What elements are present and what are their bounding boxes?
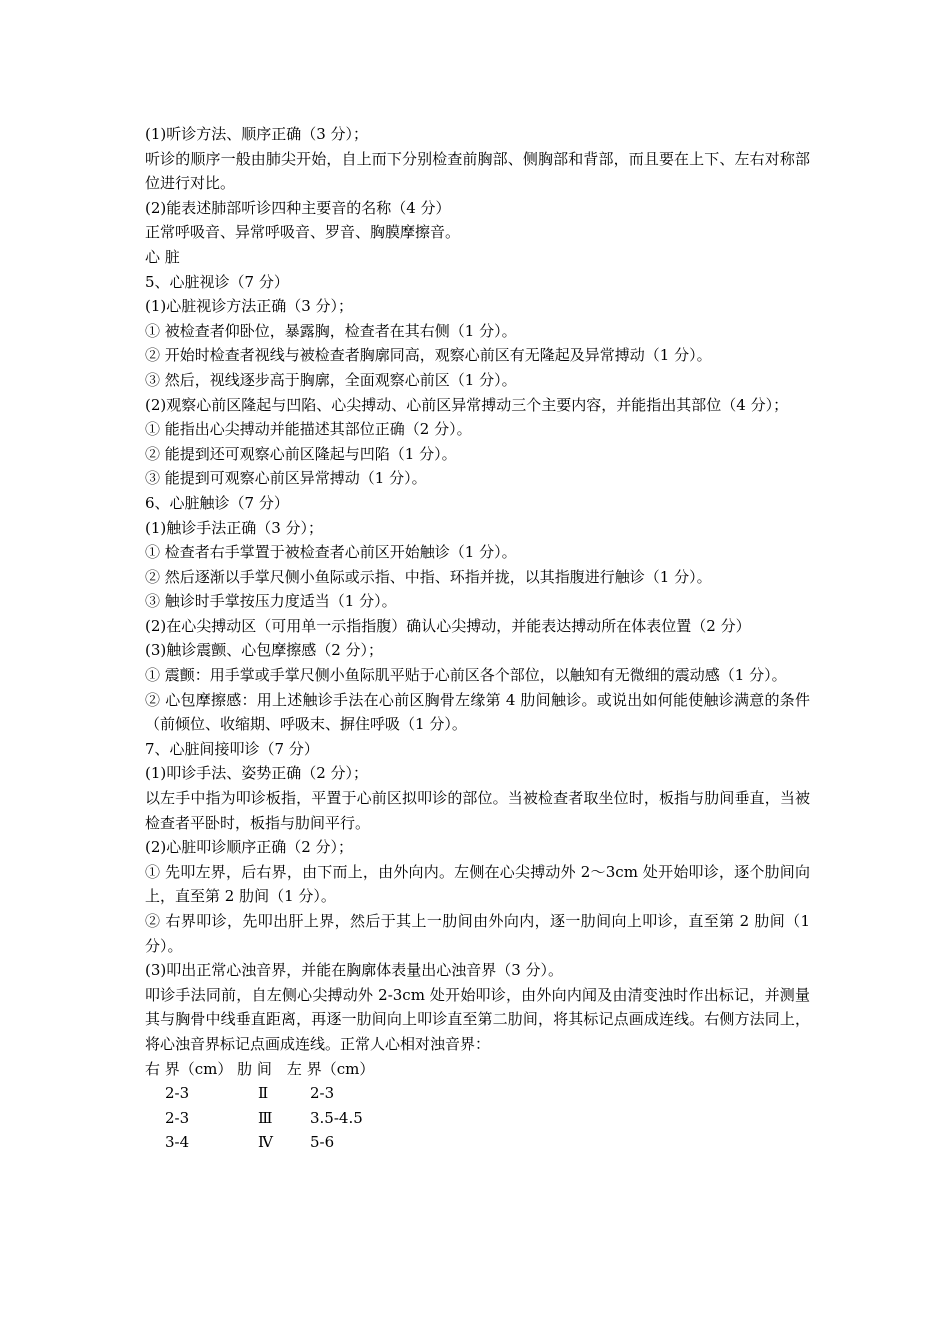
document-page: [145, 122, 810, 1155]
section-heading: 7、心脏间接叩诊（7 分）: [145, 739, 319, 758]
table-cell-right: 2-3: [165, 1108, 190, 1127]
table-cell-intercostal: Ⅲ: [258, 1108, 273, 1127]
list-item: ① 被检查者仰卧位，暴露胸，检查者在其右侧（1 分）。: [145, 321, 517, 340]
dullness-table: [145, 1057, 810, 1155]
text-line: (1)触诊手法正确（3 分）；: [145, 518, 324, 537]
paragraph: (2)观察心前区隆起与凹陷、心尖搏动、心前区异常搏动三个主要内容，并能指出其部位（4 分）；: [145, 395, 789, 414]
table-header: 右 界（cm） 肋 间 左 界（cm）: [145, 1059, 375, 1078]
text-line: (3)触诊震颤、心包摩擦感（2 分）；: [145, 641, 384, 660]
text-line: (1)听诊方法、顺序正确（3 分）；: [145, 125, 369, 143]
list-item: ③ 触诊时手掌按压力度适当（1 分）。: [145, 592, 397, 611]
list-item: ① 检查者右手掌置于被检查者心前区开始触诊（1 分）。: [145, 543, 517, 562]
text-line: (2)心脏叩诊顺序正确（2 分）；: [145, 838, 354, 857]
table-cell-intercostal: Ⅱ: [258, 1084, 269, 1103]
table-cell-right: 3-4: [165, 1133, 190, 1152]
text-line: (1)心脏视诊方法正确（3 分）；: [145, 297, 354, 316]
paragraph: 以左手中指为叩诊板指，平置于心前区拟叩诊的部位。当被检查者取坐位时，板指与肋间垂直，当被检查者平卧时，板指与肋间平行。: [145, 789, 810, 832]
section-heading: 6、心脏触诊（7 分）: [145, 493, 289, 512]
text-line: (2)能表述肺部听诊四种主要音的名称（4 分）: [145, 198, 451, 217]
text-line: 正常呼吸音、异常呼吸音、罗音、胸膜摩擦音。: [145, 223, 461, 242]
paragraph: ① 先叩左界，后右界，由下而上，由外向内。左侧在心尖搏动外 2～3cm 处开始叩诊，逐个肋间向上，直至第 2 肋间（1 分）。: [145, 862, 810, 906]
paragraph: ① 震颤：用手掌或手掌尺侧小鱼际肌平贴于心前区各个部位，以触知有无微细的震动感（1 分）。: [145, 666, 787, 685]
list-item: ③ 能提到可观察心前区异常搏动（1 分）。: [145, 469, 427, 488]
paragraph: 叩诊手法同前，自左侧心尖搏动外 2-3cm 处开始叩诊，由外向内闻及由清变浊时作出标记，并测量其与胸骨中线垂直距离，再逐一肋间向上叩诊直至第二肋间，将其标记点画成连线。右侧方法同上，将心浊音界标记点画成连线。正常人心相对浊音界：: [145, 985, 810, 1053]
list-item: ② 能提到还可观察心前区隆起与凹陷（1 分）。: [145, 444, 457, 463]
list-item: ② 然后逐渐以手掌尺侧小鱼际或示指、中指、环指并拢，以其指腹进行触诊（1 分）。: [145, 567, 712, 586]
list-item: ③ 然后，视线逐步高于胸廓，全面观察心前区（1 分）。: [145, 370, 517, 389]
paragraph: 听诊的顺序一般由肺尖开始，自上而下分别检查前胸部、侧胸部和背部，而且要在上下、左右对称部位进行对比。: [145, 149, 810, 193]
section-heading-heart: 心 脏: [145, 247, 180, 266]
paragraph: ② 右界叩诊，先叩出肝上界，然后于其上一肋间由外向内，逐一肋间向上叩诊，直至第 2 肋间（1 分）。: [145, 912, 810, 955]
text-line: (2)在心尖搏动区（可用单一示指指腹）确认心尖搏动，并能表达搏动所在体表位置（2 分）: [145, 616, 751, 635]
table-row: [145, 1106, 810, 1131]
table-cell-left: 5-6: [310, 1133, 335, 1152]
table-row: [145, 1081, 810, 1106]
table-cell-intercostal: Ⅳ: [258, 1133, 273, 1152]
table-cell-left: 2-3: [310, 1084, 335, 1103]
list-item: ② 开始时检查者视线与被检查者胸廓同高，观察心前区有无隆起及异常搏动（1 分）。: [145, 346, 712, 365]
section-heading: 5、心脏视诊（7 分）: [145, 272, 289, 291]
text-line: (3)叩出正常心浊音界，并能在胸廓体表量出心浊音界（3 分）。: [145, 961, 564, 980]
text-line: (1)叩诊手法、姿势正确（2 分）；: [145, 764, 369, 783]
table-row: [145, 1130, 810, 1155]
list-item: ① 能指出心尖搏动并能描述其部位正确（2 分）。: [145, 420, 472, 439]
table-cell-left: 3.5-4.5: [310, 1108, 363, 1127]
paragraph: ② 心包摩擦感：用上述触诊手法在心前区胸骨左缘第 4 肋间触诊。或说出如何能使触诊满意的条件（前倾位、收缩期、呼吸末、摒住呼吸（1 分）。: [145, 690, 810, 734]
table-cell-right: 2-3: [165, 1084, 190, 1103]
